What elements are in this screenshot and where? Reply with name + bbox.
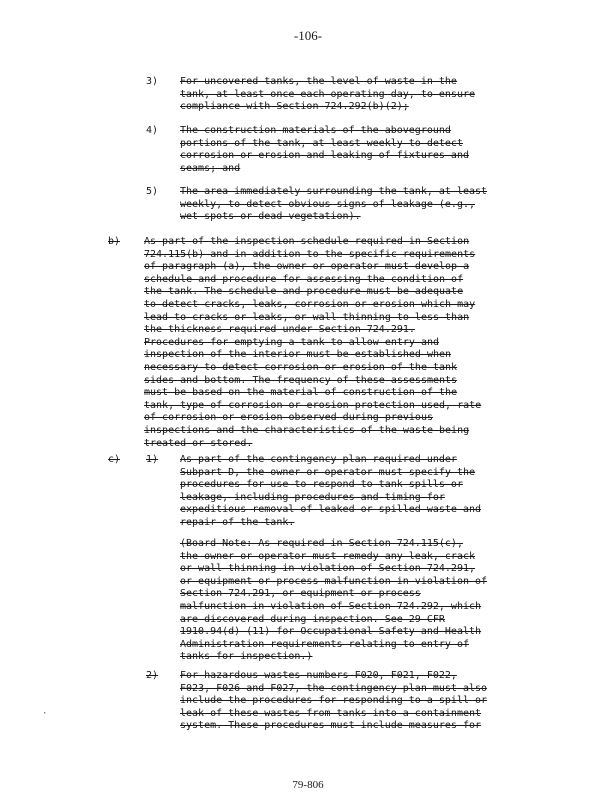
text-line: (Board Note: As required in Section 724.115(c),: [180, 538, 463, 549]
text-line: inspections and the characteristics of the waste being: [144, 424, 470, 436]
text-line: 1910.94(d) (11) for Occupational Safety and Health: [180, 626, 482, 638]
text-line: For hazardous wastes numbers F020, F021, F022,: [180, 670, 457, 681]
text-line: Subpart D, the owner or operator must specify the: [180, 466, 476, 478]
item-5-text: [180, 186, 487, 224]
text-line: compliance with Section 724.292(b)(2);: [180, 101, 409, 113]
text-line: tank, type of corrosion or erosion protection used, rate: [144, 399, 482, 411]
text-line: seams; and: [180, 162, 241, 174]
text-line: The construction materials of the aboveground: [180, 125, 451, 136]
item-c2-label: 2): [146, 670, 159, 681]
text-line: leak of these wastes from tanks into a containment: [180, 707, 482, 719]
text-line: inspection of the interior must be established when: [144, 349, 452, 361]
text-line: the thickness required under Section 724.291.: [144, 324, 415, 336]
text-line: corrosion or erosion and leaking of fixtures and: [180, 150, 469, 162]
text-line: lead to cracks or leaks, or wall thinning to less than: [144, 311, 470, 323]
item-3-label: 3): [146, 76, 159, 87]
text-line: tanks for inspection.): [180, 651, 313, 663]
text-line: sides and bottom. The frequency of these assessments: [144, 374, 458, 386]
item-4-text: [180, 125, 469, 175]
board-note: [180, 538, 487, 664]
text-line: Section 724.291, or equipment or process: [180, 588, 421, 600]
text-line: the owner or operator must remedy any leak, crack: [180, 550, 476, 562]
item-c1-label: 1): [146, 454, 159, 465]
item-c-label: c): [108, 454, 121, 465]
text-line: portions of the tank, at least weekly to detect: [180, 137, 463, 149]
text-line: weekly, to detect obvious signs of leakage (e.g.,: [180, 198, 476, 210]
text-line: must be based on the material of construction of the: [144, 387, 458, 399]
text-line: leakage, including procedures and timing for: [180, 491, 445, 503]
text-line: For uncovered tanks, the level of waste in the: [180, 76, 457, 87]
text-line: Procedures for emptying a tank to allow entry and: [144, 336, 440, 348]
text-line: or wall thinning in violation of Section 724.291,: [180, 563, 476, 575]
item-5-label: 5): [146, 186, 159, 197]
text-line: of paragraph (a), the owner or operator must develop a: [144, 261, 470, 273]
item-c1-text: [180, 454, 481, 530]
text-line: malfunction in violation of Section 724.292, which: [180, 600, 482, 612]
text-line: The area immediately surrounding the tank, at least: [180, 186, 488, 197]
text-line: wet spots or dead vegetation).: [180, 211, 361, 223]
text-line: necessary to detect corrosion or erosion of the tank: [144, 361, 458, 373]
text-line: procedures for use to respond to tank spills or: [180, 479, 463, 491]
text-line: schedule and procedure for assessing the condition of: [144, 273, 464, 285]
text-line: As part of the contingency plan required under: [180, 454, 457, 465]
text-line: to detect cracks, leaks, corrosion or erosion which may: [144, 298, 476, 310]
text-line: F023, F026 and F027, the contingency plan must also: [180, 682, 488, 694]
text-line: the tank. The schedule and procedure must be adequate: [144, 286, 464, 298]
text-line: tank, at least once each operating day, to ensure: [180, 88, 476, 100]
text-line: Administration requirements relating to entry of: [180, 638, 469, 650]
text-line: system. These procedures must include measures for: [180, 720, 482, 732]
text-line: As part of the inspection schedule required in Section: [144, 236, 470, 247]
item-3-text: [180, 76, 475, 114]
text-line: expeditious removal of leaked or spilled waste and: [180, 504, 482, 516]
text-line: treated or stored.: [144, 437, 253, 449]
text-line: include the procedures for responding to a spill or: [180, 695, 488, 707]
item-c2-text: [180, 670, 487, 733]
item-b-label: b): [108, 236, 121, 247]
margin-mark: ·: [42, 709, 48, 719]
item-4-label: 4): [146, 125, 159, 136]
page-number: -106-: [293, 28, 323, 43]
item-b-text: [144, 236, 481, 450]
text-line: of corrosion or erosion observed during previous: [144, 412, 433, 424]
text-line: or equipment or process malfunction in violation of: [180, 575, 488, 587]
document-code: 79-806: [292, 779, 324, 791]
text-line: are discovered during inspection. See 29 CFR: [180, 613, 445, 625]
text-line: 724.115(b) and in addition to the specific requirements: [144, 248, 476, 260]
text-line: repair of the tank.: [180, 516, 295, 528]
